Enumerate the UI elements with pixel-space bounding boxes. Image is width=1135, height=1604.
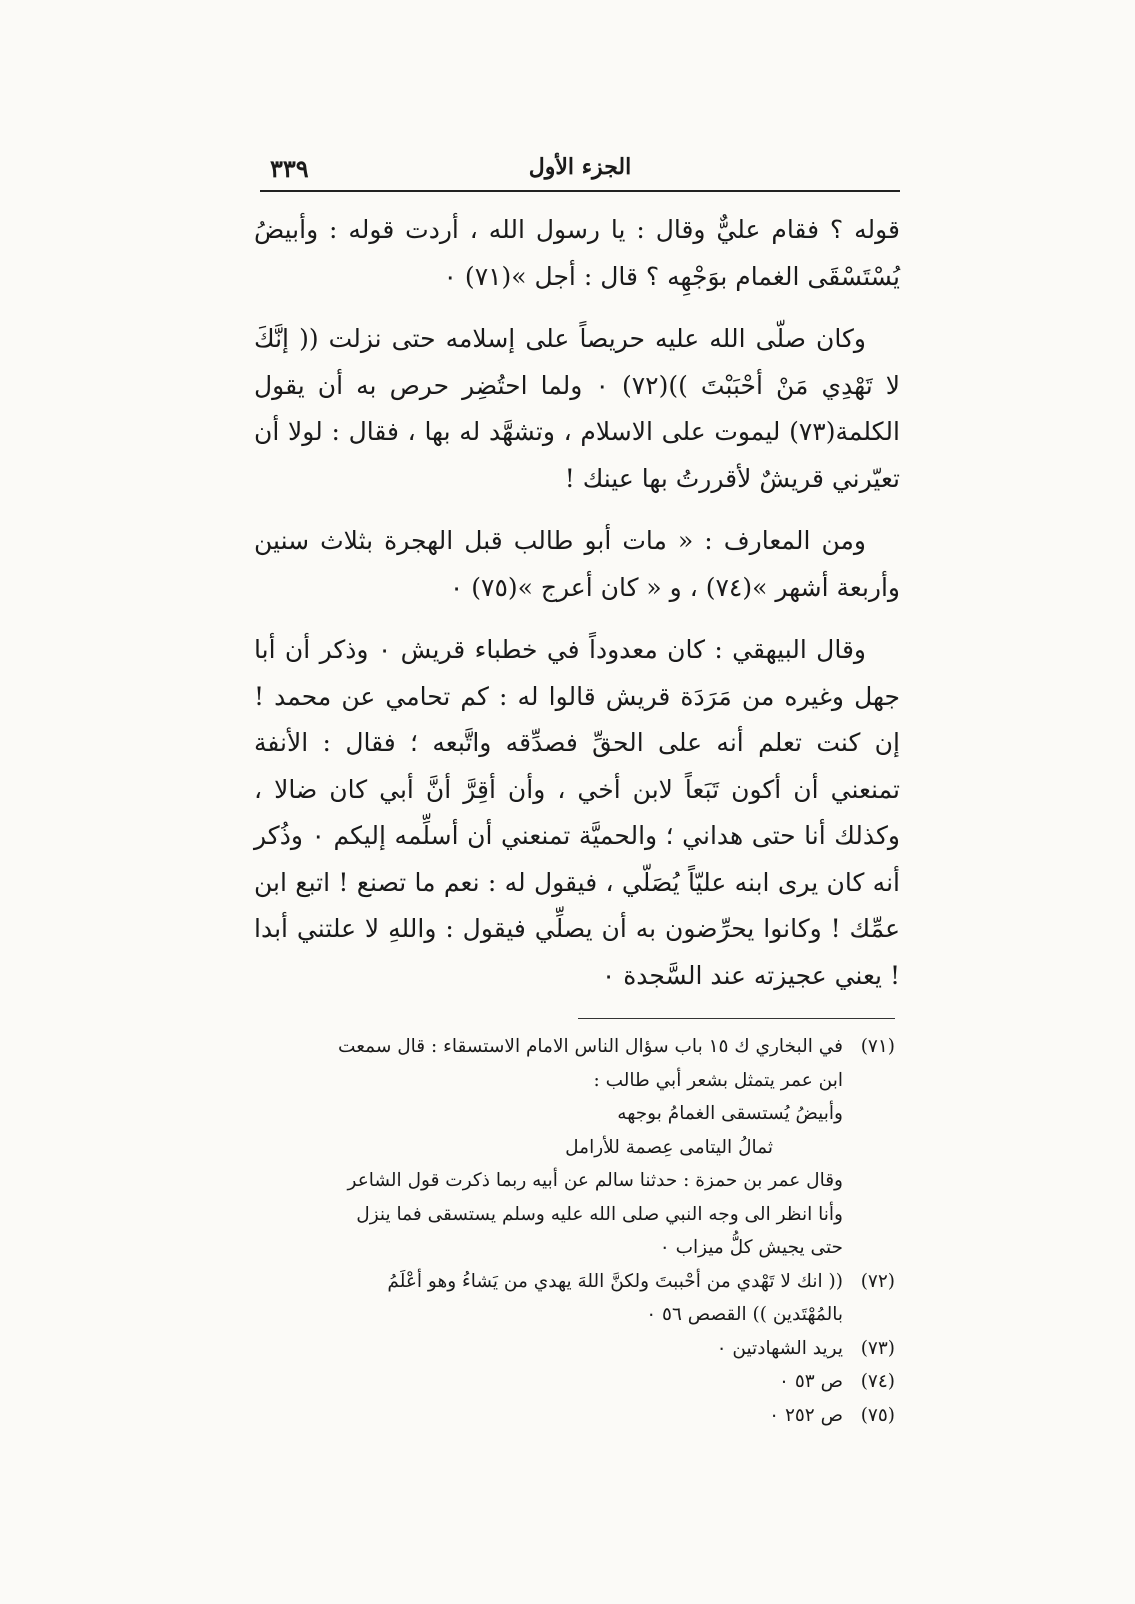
footnote-number: (٧٥) bbox=[860, 1404, 895, 1426]
footnote-line: ابن عمر يتمثل بشعر أبي طالب : bbox=[593, 1069, 843, 1091]
paragraph: وقال البيهقي : كان معدوداً في خطباء قريش ٠ وذكر أن أبا جهل وغيره من مَرَدَة قريش قالوا له : كم تحامي عن محمد ! إن كنت تعلم أنه على الحقِّ فصدِّقه واتَّبعه ؛ فقال : الأنفة تمنعني أن أكون تَبَعاً لابن أخي ، وأن أقِرَّ أنَّ أبي كان ضالا ، وكذلك أنا حتى هداني ؛ والحميَّة تمنعني أن أسلِّمه إليكم ٠ وذُكر أنه كان يرى ابنه عليّاً يُصَلّي ، فيقول له : نعم ما تصنع ! اتبع ابن عمِّك ! وكانوا يحرِّضون به أن يصلِّي فيقول : واللهِ لا علتني أبدا ! يعني عجيزته عند السَّجدة ٠ bbox=[254, 635, 900, 990]
footnote-line: بالمُهْتَدين )) القصص ٥٦ ٠ bbox=[646, 1304, 843, 1325]
footnote-line: في البخاري ك ١٥ باب سؤال الناس الامام الاستسقاء : قال سمعت bbox=[338, 1036, 843, 1057]
footnote-number: (٧١) bbox=[860, 1036, 895, 1057]
running-title: الجزء الأول bbox=[528, 154, 632, 180]
footnote-body: يريد الشهادتين ٠ bbox=[716, 1337, 843, 1359]
footnote-line: حتى يجيش كلُّ ميزاب ٠ bbox=[659, 1237, 843, 1258]
footnote-number: (٧٤) bbox=[860, 1371, 895, 1392]
footnotes bbox=[250, 1030, 895, 1432]
footnote-73 bbox=[250, 1332, 895, 1366]
footnote-body bbox=[250, 1265, 843, 1332]
verse-first-hemistich: وأبيضُ يُستسقى الغمامُ بوجهه bbox=[617, 1103, 843, 1124]
paragraph: وكان صلّى الله عليه حريصاً على إسلامه حتى نزلت (( إنَّكَ لا تَهْدِي مَنْ أحْبَبْتَ ))(٧٢) ٠ ولما احتُضِر حرص به أن يقول الكلمة(٧٣) ليموت على الاسلام ، وتشهَّد له بها ، فقال : لولا أن تعيّرني قريشٌ لأقررتُ بها عينك ! bbox=[254, 324, 900, 493]
footnote-75 bbox=[250, 1399, 895, 1433]
main-text bbox=[254, 207, 900, 1015]
footnote-line: وقال عمر بن حمزة : حدثنا سالم عن أبيه ربما ذكرت قول الشاعر bbox=[347, 1170, 843, 1191]
footnote-divider bbox=[578, 1018, 895, 1019]
footnote-74 bbox=[250, 1365, 895, 1399]
footnote-number: (٧٣) bbox=[860, 1337, 895, 1359]
page-number: ٣٣٩ bbox=[270, 154, 309, 183]
footnote-71 bbox=[250, 1030, 895, 1265]
footnote-body: ص ٥٣ ٠ bbox=[779, 1371, 843, 1392]
footnote-line: (( انك لا تَهْدي من أحْببتَ ولكنَّ اللهَ يهدي من يَشاءُ وهو أعْلَمُ bbox=[387, 1270, 843, 1292]
footnote-number: (٧٢) bbox=[860, 1270, 895, 1292]
paragraph: ومن المعارف : « مات أبو طالب قبل الهجرة بثلاث سنين وأربعة أشهر »(٧٤) ، و « كان أعرج »(٧٥) ٠ bbox=[254, 526, 900, 602]
footnote-line: وأنا انظر الى وجه النبي صلى الله عليه وسلم يستسقى فما ينزل bbox=[356, 1203, 843, 1225]
page-header bbox=[260, 150, 900, 192]
footnote-body bbox=[250, 1030, 843, 1265]
footnote-72 bbox=[250, 1265, 895, 1332]
footnote-body: ص ٢٥٢ ٠ bbox=[769, 1404, 843, 1426]
verse-second-hemistich: ثمالُ اليتامى عِصمة للأرامل bbox=[565, 1136, 773, 1158]
paragraph: قوله ؟ فقام عليٌّ وقال : يا رسول الله ، أردت قوله : وأبيضُ يُسْتَسْقَى الغمام بوَجْهِه ؟ قال : أجل »(٧١) ٠ bbox=[254, 215, 900, 291]
